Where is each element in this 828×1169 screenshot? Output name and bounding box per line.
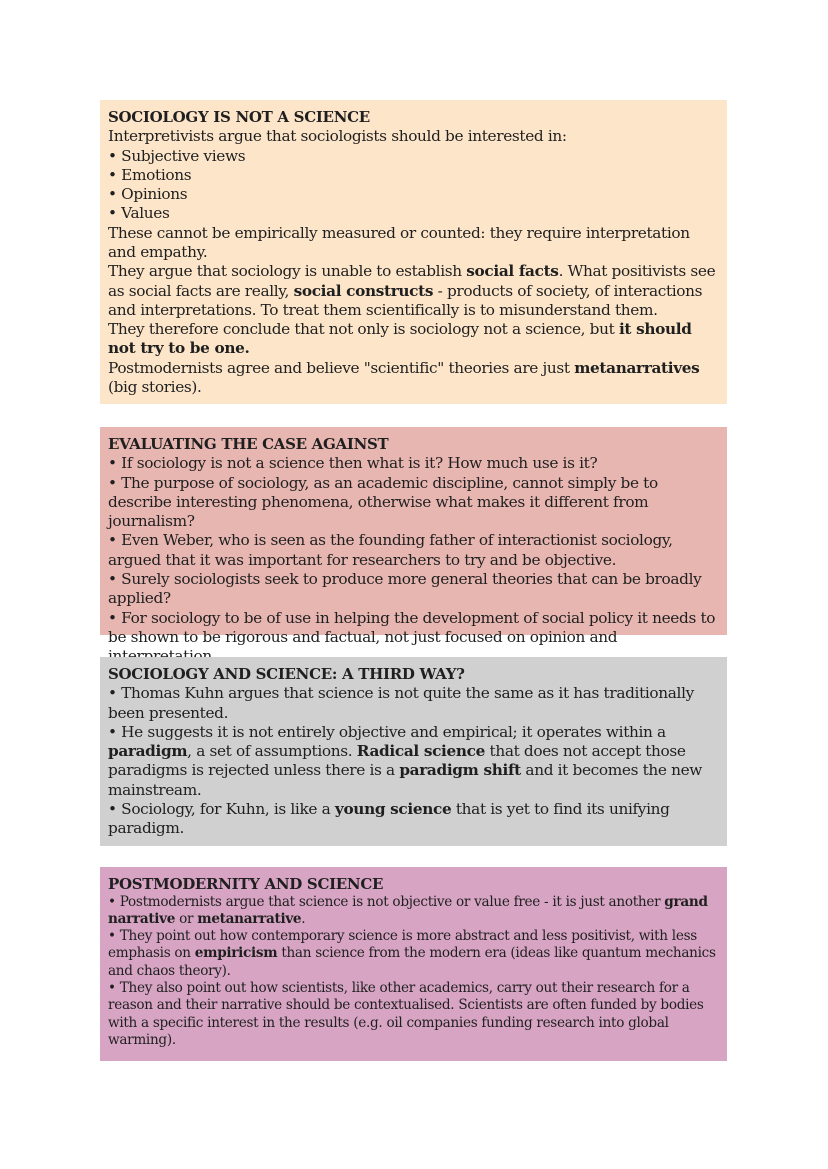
list-item: • Emotions <box>108 165 192 184</box>
list-item: • If sociology is not a science then what is it? How much use is it? <box>108 454 598 473</box>
list-item: • Postmodernists argue that science is not objective or value free - it is just another grand narrative or metanarrative. <box>108 893 708 927</box>
list-item: • They also point out how scientists, like other academics, carry out their research for a reason and their narrative should be contextualised. Scientists are often funded by bodies with a specific interest in the results (e.g. oil companies funding research into global warming). <box>108 979 704 1048</box>
list-item: • Even Weber, who is seen as the founding father of interactionist sociology, argued that it was important for researchers to try and be objective. <box>108 531 673 569</box>
list-item: • Sociology, for Kuhn, is like a young science that is yet to find its unifying paradigm. <box>108 799 670 838</box>
section-postmodernity <box>100 867 727 1061</box>
paragraph: Postmodernists agree and believe "scientific" theories are just metanarratives (big stories). <box>108 358 700 397</box>
list-item: • For sociology to be of use in helping the development of social policy it needs to be shown to be rigorous and factual, not just focused on opinion and <box>108 608 716 646</box>
list-item: • The purpose of sociology, as an academic discipline, cannot simply be to describe interesting phenomena, otherwise what makes it different from journalism? <box>108 473 658 531</box>
section-third-way <box>100 657 727 846</box>
paragraph: These cannot be empirically measured or counted: they require interpretation and empathy. <box>108 223 690 261</box>
list-item: • Subjective views <box>108 146 246 165</box>
section-heading: POSTMODERNITY AND SCIENCE <box>108 875 384 893</box>
section-evaluating-case <box>100 427 727 646</box>
list-item: • Surely sociologists seek to produce more general theories that can be broadly applied? <box>108 569 702 608</box>
section-heading: SOCIOLOGY IS NOT A SCIENCE <box>108 108 370 126</box>
paragraph: They argue that sociology is unable to establish social facts. What positivists see as social facts are really, social constructs - products of society, of interactions and interpretations. To treat them scientifically is to misunderstand them. <box>108 262 716 319</box>
section-heading: SOCIOLOGY AND SCIENCE: A THIRD WAY? <box>108 665 465 683</box>
list-item: • He suggests it is not entirely objective and empirical; it operates within a paradigm, a set of assumptions. Radical science that does not accept those paradigms is rejected unless there is a paradigm shift and it becomes the new mainstream. <box>108 722 703 799</box>
list-item: • They point out how contemporary science is more abstract and less positivist, with less emphasis on empiricism than science from the modern era (ideas like quantum mechanics and chaos theory). <box>108 928 716 979</box>
section-heading: EVALUATING THE CASE AGAINST <box>108 435 389 453</box>
paragraph: They therefore conclude that not only is sociology not a science, but it should not try to be one. <box>108 320 692 358</box>
section-not-a-science <box>100 100 727 404</box>
list-item: • Values <box>108 204 170 223</box>
intro-text: Interpretivists argue that sociologists should be interested in: <box>108 127 567 146</box>
list-item: • Thomas Kuhn argues that science is not quite the same as it has traditionally been presented. <box>108 684 694 722</box>
list-item: • Opinions <box>108 185 188 204</box>
